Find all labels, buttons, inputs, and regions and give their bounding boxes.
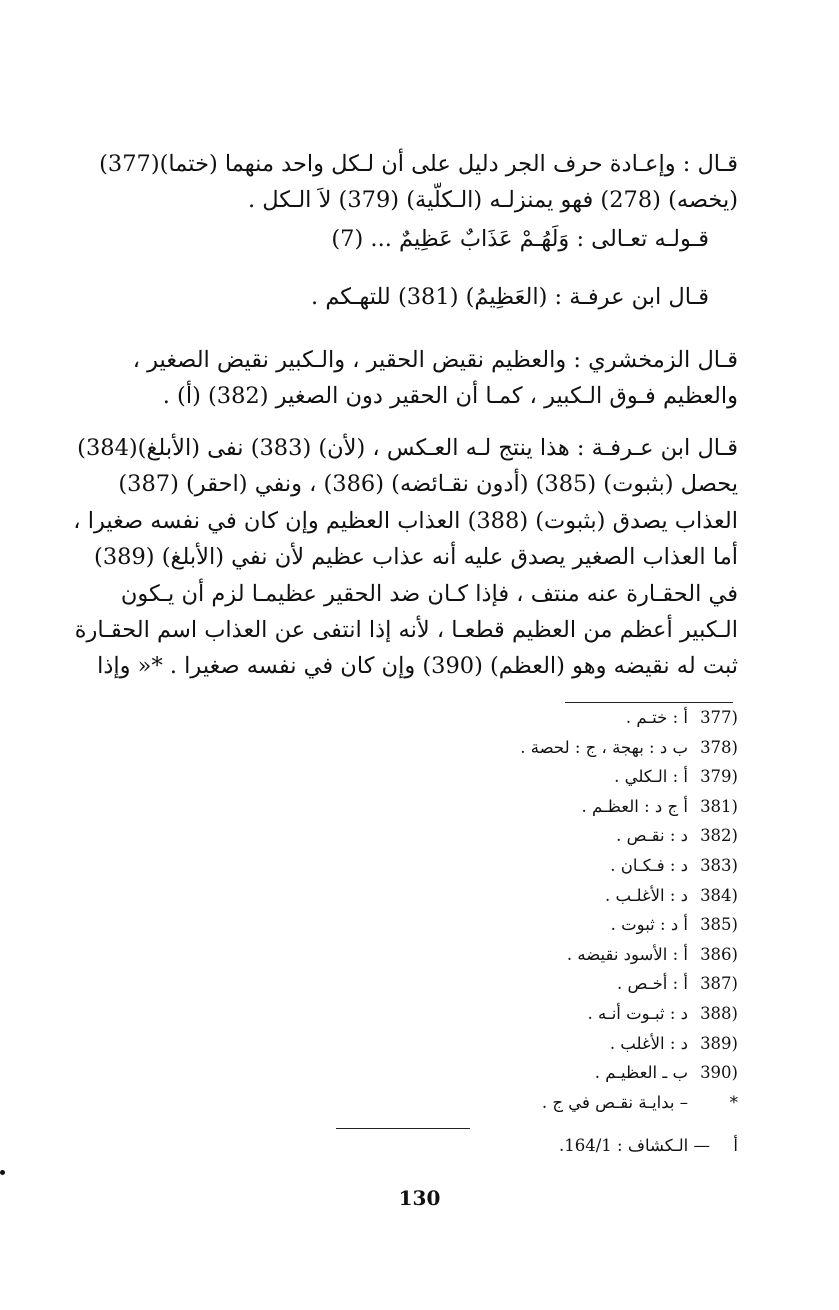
reference-text: — الـكشاف : 164/1. (558, 1136, 710, 1155)
footnote-text: ب د : بهجة ، ج : لحصة . (520, 737, 688, 757)
reference-separator (336, 1128, 470, 1129)
paragraph-1 (62, 146, 738, 219)
text-line: قـال الزمخشري : والعظيم نقيض الحقير ، والـكبير نقيض الصغير ، (132, 347, 738, 373)
scan-speck (0, 1170, 5, 1175)
footnote-text: أ : الأسود نقيضه . (566, 944, 688, 964)
text-line: قـال : وإعـادة حرف الجر دليل على أن لـكل واحد منهما (ختما)(377) (99, 151, 738, 177)
footnote-text: أ : ختـم . (625, 708, 688, 727)
footnote-number: 381) (700, 796, 738, 816)
footnote-item (300, 974, 738, 1004)
footnote-text: ب ـ العظيـم . (594, 1063, 688, 1083)
text-line: العذاب يصدق (بثبوت) (388) العذاب العظيم وإن كان في نفسه صغيرا ، (73, 507, 738, 534)
page-number: 130 (398, 1186, 441, 1210)
footnote-number: 382) (700, 826, 738, 846)
text-line: أما العذاب الصغير يصدق عليه أنه عذاب عظيم لأن نفي (الأبلغ) (389) (94, 544, 738, 571)
footnote-number: 385) (700, 915, 738, 935)
footnote-number: 390) (700, 1063, 738, 1083)
footnote-text: د : نقـص . (616, 826, 688, 846)
paragraph-4 (62, 342, 738, 415)
footnote-text: د : الأغلـب . (604, 885, 688, 905)
footnote-item (300, 1004, 738, 1034)
footnote-item (300, 886, 738, 916)
footnote-number: 378) (700, 737, 738, 757)
paragraph-5 (62, 430, 738, 685)
footnote-marker: * (729, 1092, 738, 1112)
footnote-text: أ : أخـص . (617, 974, 688, 994)
paragraph-3: قـال ابن عرفـة : (العَظِيمُ) (381) للتهـكم . (311, 284, 709, 310)
footnote-number: 388) (700, 1003, 738, 1023)
footnote-text: – بدايـة نقـص في ج . (541, 1092, 688, 1112)
footnote-text: أ ج د : العظـم . (581, 796, 688, 816)
footnote-text: د : الأغلب . (609, 1033, 688, 1053)
footnote-text: أ : الـكلي . (614, 767, 688, 787)
footnote-separator (565, 702, 733, 703)
footnote-item (300, 708, 738, 738)
footnote-item (300, 945, 738, 975)
footnote-number: 387) (700, 974, 738, 994)
footnote-number: 386) (700, 944, 738, 964)
reference-marker: أ (733, 1136, 738, 1155)
footnote-number: 384) (700, 885, 738, 905)
footnote-item (300, 856, 738, 886)
text-line: (يخصه) (278) فهو يمنزلـه (الـكلّية) (379) لاَ الـكل . (247, 187, 738, 214)
footnote-number: 383) (700, 855, 738, 875)
footnote-item (300, 797, 738, 827)
footnote-item (300, 1063, 738, 1093)
footnote-text: أ د : ثبوت . (610, 915, 688, 935)
footnote-item (300, 1034, 738, 1064)
footnotes-list (300, 708, 738, 1122)
footnote-text: د : فـكـان . (610, 855, 688, 875)
footnote-number: 377) (700, 708, 738, 727)
text-line: ثبت له نقيضه وهو (العظم) (390) وإن كان في نفسه صغيرا . *« وإذا (97, 653, 738, 680)
text-line: في الحقـارة عنه منتف ، فإذا كـان ضد الحقير عظيمـا لزم أن يـكون (120, 580, 738, 607)
footnote-item (300, 1093, 738, 1123)
text-line: والعظيم فـوق الـكبير ، كمـا أن الحقير دون الصغير (382) (أ) . (162, 383, 738, 410)
reference-note (300, 1136, 738, 1155)
text-line: يحصل (بثبوت) (385) (أدون نقـائضه) (386) ، ونفي (احقر) (387) (118, 471, 738, 498)
footnote-item (300, 915, 738, 945)
text-line: قـال ابن عـرفـة : هذا ينتج لـه العـكس ، (لأن) (383) نفى (الأبلغ)(384) (77, 435, 738, 461)
footnote-item (300, 826, 738, 856)
footnote-number: 379) (700, 767, 738, 787)
text-line: الـكبير أعظم من العظيم قطعـا ، لأنه إذا انتفى عن العذاب اسم الحقـارة (74, 617, 738, 644)
footnote-item (300, 767, 738, 797)
quran-verse-line: قـولـه تعـالى : وَلَهُـمْ عَذَابٌ عَظِيمٌ ... (7) (331, 226, 709, 252)
footnote-text: د : ثبـوت أنـه . (587, 1003, 688, 1023)
footnote-number: 389) (700, 1033, 738, 1053)
footnote-item (300, 738, 738, 768)
